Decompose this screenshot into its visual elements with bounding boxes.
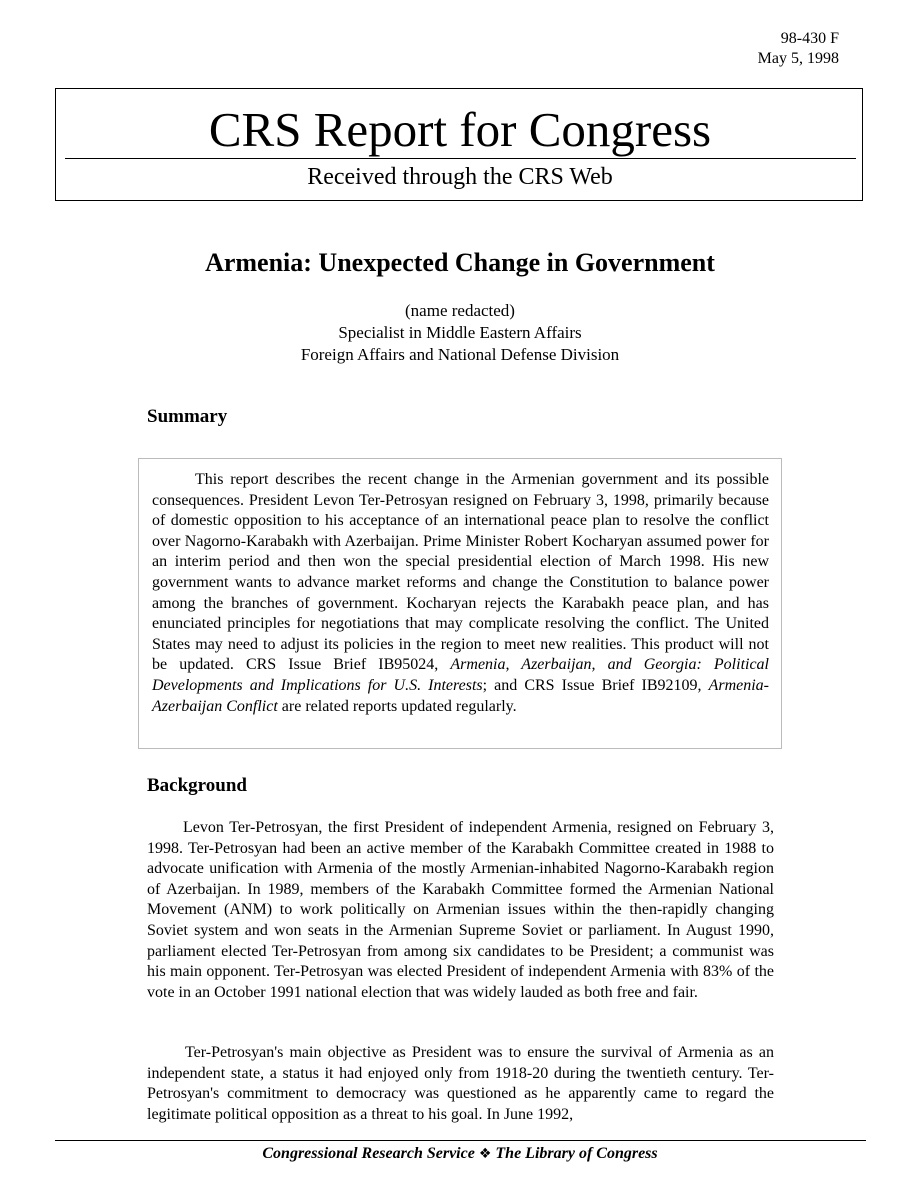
author-position: Specialist in Middle Eastern Affairs: [338, 323, 582, 342]
summary-text-part: ; and CRS Issue Brief IB92109,: [482, 676, 709, 694]
footer-divider: [55, 1140, 866, 1141]
summary-italic-title: Armenia, Azerbaijan, and Georgia: Political Developments and Implications for U.S. Interests: [152, 656, 770, 694]
document-title: Armenia: Unexpected Change in Government: [205, 248, 715, 277]
background-paragraph: Ter-Petrosyan's main objective as President was to ensure the survival of Armenia as an independent state, a status it had enjoyed only from 1918-20 during the twentieth century. Ter-Petrosyan's commitment to democracy was questioned as he apparently came to regard the legitimate political opposition as a threat to his goal. In June 1992,: [147, 1044, 774, 1123]
report-date: May 5, 1998: [757, 50, 839, 67]
report-identifier: [758, 29, 839, 69]
background-heading: Background: [147, 775, 247, 796]
author-block: [0, 300, 920, 366]
background-paragraph: Levon Ter-Petrosyan, the first President of independent Armenia, resigned on February 3, 1998. Ter-Petrosyan had been an active member of the Karabakh Committee created in 1988 to advocate unification with Armenia of the mostly Armenian-inhabited Nagorno-Karabakh region of Azerbaijan. In 1989, members of the Karabakh Committee formed the Armenian National Movement (ANM) to work politically on Armenian issues within the then-rapidly changing Soviet system and won seats in the Armenian Supreme Soviet or parliament. In August 1990, parliament elected Ter-Petrosyan from among six candidates to be President; a communist was his main opponent. Ter-Petrosyan was elected President of independent Armenia with 83% of the vote in an October 1991 national election that was widely lauded as both free and fair.: [147, 819, 774, 1001]
diamond-separator-icon: ❖: [478, 1146, 492, 1162]
author-division: Foreign Affairs and National Defense Division: [300, 345, 620, 364]
summary-heading: Summary: [147, 406, 228, 427]
summary-italic-title: Armenia-Azerbaijan Conflict: [152, 676, 770, 715]
author-name: (name redacted): [405, 301, 515, 320]
summary-text-part: This report describes the recent change in the Armenian government and its possible consequences. President Levon Ter-Petrosyan resigned on February 3, 1998, primarily because of domestic opposition to his acceptance of an international peace plan to resolve the conflict over Nagorno-Karabakh with Azerbaijan. Prime Minister Robert Kocharyan assumed power for an interim period and then won the special presidential election of March 1998. His new government wants to advance market reforms and change the Constitution to balance power among the branches of government. Kocharyan rejects the Karabakh peace plan, and has enunciated principles for negotiations that may complicate resolving the conflict. The United States may need to adjust its policies in the region to meet new realities. This product will not be updated. CRS Issue Brief IB95024,: [152, 471, 769, 674]
title-divider: [65, 158, 856, 159]
footer-org: Congressional Research Service: [262, 1145, 475, 1162]
summary-text: [152, 470, 769, 717]
footer: [0, 1143, 920, 1165]
footer-library: The Library of Congress: [495, 1145, 658, 1162]
report-header-subtitle: Received through the CRS Web: [307, 164, 613, 190]
summary-text-part: are related reports updated regularly.: [277, 697, 517, 715]
report-number: 98-430 F: [780, 30, 839, 47]
report-header-title: CRS Report for Congress: [208, 102, 712, 157]
